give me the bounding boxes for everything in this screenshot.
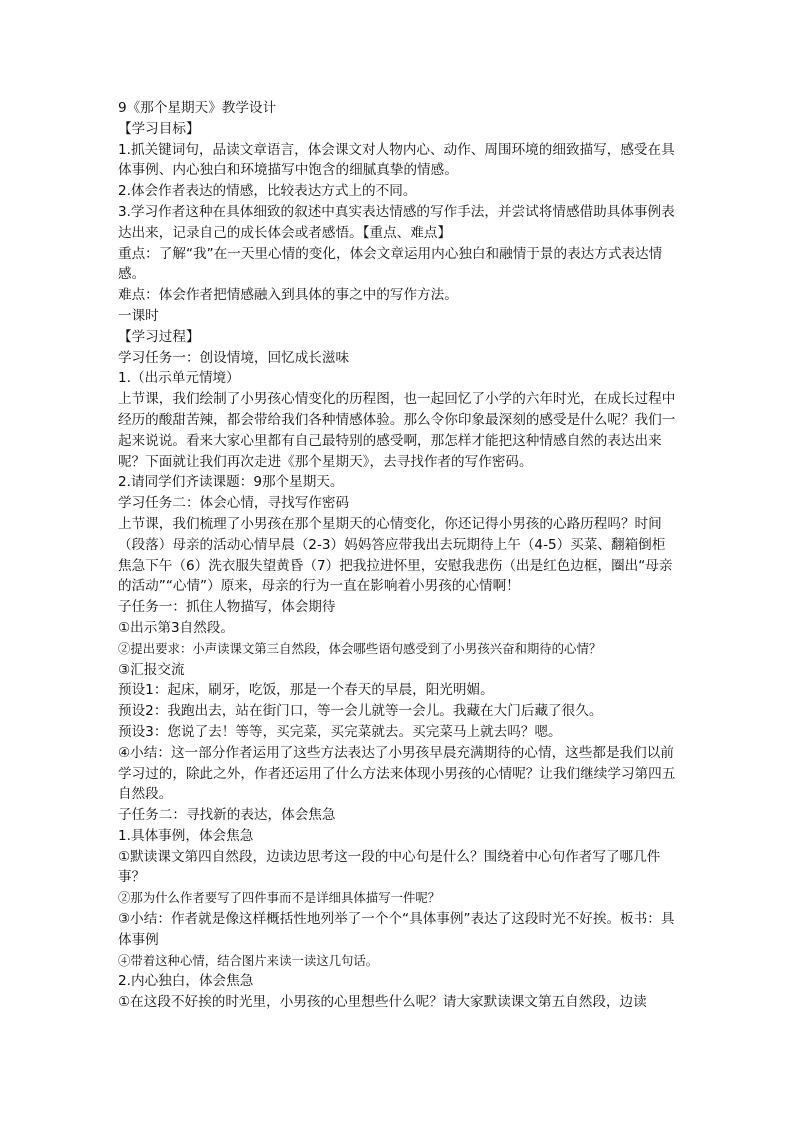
goal-1: 1.抓关键词句，品读文章语言，体会课文对人物内心、动作、周围环境的细致描写，感受在具体事例、内心独白和环境描写中饱含的细腻真挚的情感。 (118, 141, 675, 179)
step-2-4: ④带着这种心情，结合图片来读一读这几句话。 (118, 952, 379, 968)
difficult-point: 难点：体会作者把情感融入到具体的事之中的写作方法。 (118, 287, 458, 304)
step-1-1: ①出示第3自然段。 (118, 619, 234, 636)
preset-1: 预设1：起床，刷牙，吃饭，那是一个春天的早晨，阳光明媚。 (118, 682, 494, 699)
item-1: 1.（出示单元情境） (118, 370, 240, 387)
item-2-2: 2.内心独白，体会焦急 (118, 973, 254, 990)
step-2-2: ②那为什么作者要写了四件事而不是详细具体描写一件呢？ (118, 890, 441, 906)
item-2-1: 1.具体事例，体会焦急 (118, 827, 254, 844)
document-title: 9《那个星期天》教学设计 (118, 100, 277, 116)
key-point: 重点：了解“我”在一天里心情的变化，体会文章运用内心独白和融情于景的表达方式表达情感。 (118, 245, 663, 283)
period: 一课时 (118, 307, 159, 324)
step-2-3: ③小结：作者就是像这样概括性地列举了一个个“具体事例”表达了这段时光不好挨。板书：具体事例 (118, 911, 675, 948)
item-2: 2.请同学们齐读课题：9那个星期天。 (118, 474, 344, 491)
subtask-1: 子任务一：抓住人物描写，体会期待 (118, 599, 336, 616)
goal-3: 3.学习作者这种在具体细致的叙述中真实表达情感的写作手法，并尝试将情感借助具体事例表达出来，记录自己的成长体会或者感悟。【重点、难点】 (118, 203, 675, 241)
subtask-2: 子任务二：寻找新的表达，体会焦急 (118, 807, 336, 824)
document-body (118, 98, 678, 1013)
step-1-3: ③汇报交流 (118, 661, 185, 678)
task-1: 学习任务一：创设情境，回忆成长滋味 (118, 349, 350, 366)
preset-3: 预设3：您说了去！等等，买完菜，买完菜就去。买完菜马上就去吗？嗯。 (118, 723, 562, 740)
process-heading: 【学习过程】 (118, 328, 200, 345)
preset-2: 预设2：我跑出去，站在街门口，等一会儿就等一会儿。我藏在大门后藏了很久。 (118, 703, 603, 720)
paragraph-2: 上节课，我们梳理了小男孩在那个星期天的心情变化，你还记得小男孩的心路历程吗？时间（段落）母亲的活动心情早晨（2-3）妈妈答应带我出去玩期待上午（4-5）买菜、翻箱倒柜焦急下午（6）洗衣服失望黄昏（7）把我拉进怀里，安慰我悲伤（出是红色边框，圈出“母亲的活动”“心情”）原来，母亲的行为一直在影响着小男孩的心情啊！ (118, 515, 673, 595)
step-2-1: ①默读课文第四自然段，边读边思考这一段的中心句是什么？围绕着中心句作者写了哪几件事？ (118, 848, 661, 886)
step-1-2: ②提出要求：小声读课文第三自然段，体会哪些语句感受到了小男孩兴奋和期待的心情？ (118, 640, 602, 656)
step-1-4: ④小结：这一部分作者运用了这些方法表达了小男孩早晨充满期待的心情，这些都是我们以前学习过的，除此之外，作者还运用了什么方法来体现小男孩的心情呢？让我们继续学习第四五自然段。 (118, 744, 676, 803)
paragraph-1: 上节课，我们绘制了小男孩心情变化的历程图，也一起回忆了小学的六年时光，在成长过程中经历的酸甜苦辣，都会带给我们各种情感体验。那么令你印象最深刻的感受是什么呢？我们一起来说说。看来大家心里都有自己最特别的感受啊，那怎样才能把这种情感自然的表达出来呢？下面就让我们再次走进《那个星期天》，去寻找作者的写作密码。 (118, 391, 676, 470)
task-2: 学习任务二：体会心情，寻找写作密码 (118, 495, 350, 512)
goal-2: 2.体会作者表达的情感，比较表达方式上的不同。 (118, 183, 417, 200)
goals-heading: 【学习目标】 (118, 120, 200, 137)
step-2-5: ①在这段不好挨的时光里，小男孩的心里想些什么呢？请大家默读课文第五自然段，边读 (118, 994, 647, 1011)
